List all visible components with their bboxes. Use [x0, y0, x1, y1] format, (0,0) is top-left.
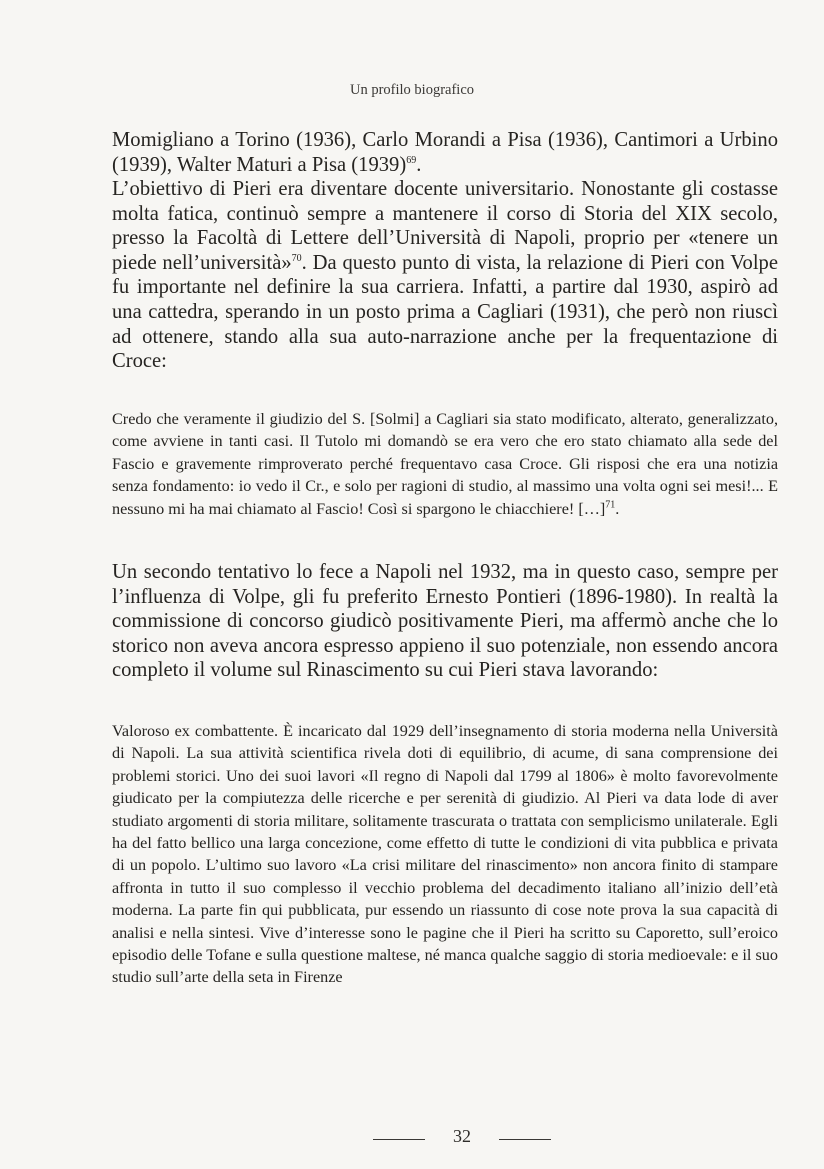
- block-quote-1-end: .: [615, 499, 620, 518]
- page-number: 32: [453, 1126, 471, 1146]
- running-head: Un profilo biografico: [349, 82, 475, 98]
- footnote-ref-69: 69: [406, 154, 417, 166]
- paragraph-2-end: . Da questo punto di vista, la relazione di Pieri con Volpe fu importante nel definire la sua carriera. Infatti, a partire dal 1930, aspirò ad una cattedra, sperando in un posto prima a Cagliari (1931), che però non riuscì ad ottenere, stando alla sua auto-narrazione anche per la frequentazione di Croce:: [112, 251, 778, 373]
- paragraph-2-text: L’obiettivo di Pieri era diventare docente universitario. Nonostante gli costasse molta fatica, continuò sempre a mantenere il corso di Storia del XIX secolo, presso la Facoltà di Lettere dell’Università di Napoli, proprio per «tenere un piede nell’università»: [112, 178, 778, 274]
- paragraph-3-text: Un secondo tentativo lo fece a Napoli nel 1932, ma in questo caso, sempre per l’influenza di Volpe, gli fu preferito Ernesto Pontieri (1896-1980). In realtà la commissione di concorso giudicò positivamente Pieri, ma affermò anche che lo storico non aveva ancora espresso appieno il suo potenziale, non essendo ancora completo il volume sul Rinascimento su cui Pieri stava lavorando:: [112, 561, 778, 682]
- footer-rule-left: [373, 1139, 425, 1140]
- footnote-ref-71: 71: [605, 499, 616, 511]
- paragraph-1-text: Momigliano a Torino (1936), Carlo Morandi a Pisa (1936), Cantimori a Urbino (1939), Walter Maturi a Pisa (1939): [112, 129, 778, 176]
- paragraph-2: [112, 177, 778, 374]
- block-quote-2-text: Valoroso ex combattente. È incaricato dal 1929 dell’insegnamento di storia moderna nella Università di Napoli. La sua attività scientifica rivela doti di equilibrio, di acume, di sana comprensione dei problemi storici. Uno dei suoi lavori «Il regno di Napoli dal 1799 al 1806» è molto favorevolmente giudicato per la compiutezza delle ricerche e per serenità di giudizio. Al Pieri va data lode di aver studiato argomenti di storia militare, solitamente trascurata o trattata con semplicismo unilaterale. Egli ha del fatto bellico una larga concezione, come effetto di tutte le condizioni di vita pubblica e privata di un popolo. L’ultimo suo lavoro «La crisi militare del rinascimento» non ancora finito di stampare affronta in tutto il suo complesso il vecchio problema del decadimento italiano all’inizio dell’età moderna. La parte fin qui pubblicata, pur essendo un riassunto di cose note prova la sua capacità di analisi e nella sintesi. Vive d’interesse sono le pagine che il Pieri ha scritto su Caporetto, sull’eroico episodio delle Tofane e sulla questione maltese, né manca qualche saggio di storia medioevale: e il suo studio sull’arte della seta in Firenze: [112, 722, 778, 987]
- paragraph-3: [112, 560, 778, 683]
- block-quote-2: [112, 720, 778, 989]
- footer-rule-right: [499, 1139, 551, 1140]
- block-quote-1-text: Credo che veramente il giudizio del S. [Solmi] a Cagliari sia stato modificato, alterato, generalizzato, come avviene in tanti casi. Il Tutolo mi domandò se era vero che ero stato chiamato alla sede del Fascio e gravemente rimproverato perché frequentavo casa Croce. Gli risposi che era una notizia senza fondamento: io vedo il Cr., e solo per ragioni di studio, al massimo una volta ogni sei mesi!... E nessuno mi ha mai chiamato al Fascio! Così si spargono le chiacchiere! […]: [112, 410, 778, 518]
- paragraph-1-end: .: [416, 153, 422, 176]
- block-quote-1: [112, 408, 778, 520]
- page-footer: [0, 1126, 824, 1150]
- paragraph-1: [112, 128, 778, 177]
- footnote-ref-70: 70: [291, 252, 302, 264]
